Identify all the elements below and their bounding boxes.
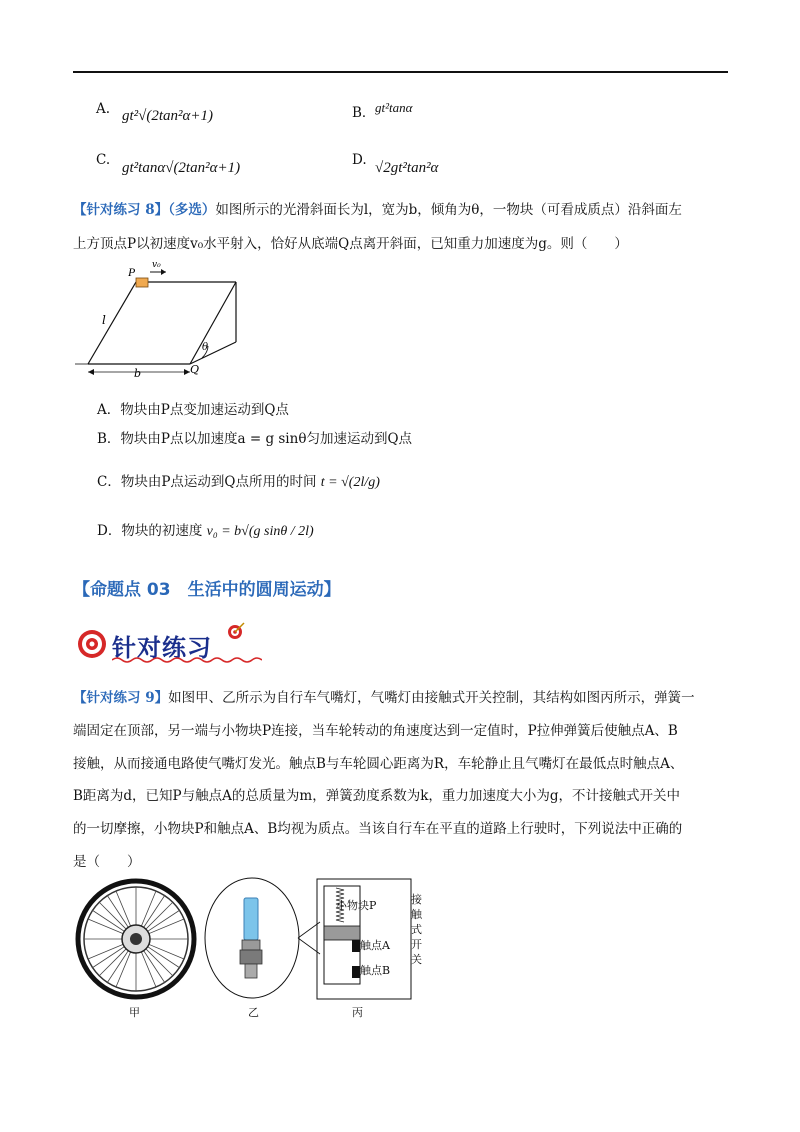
q8-line1 — [73, 203, 682, 217]
label-contact-switch: 接触式开关 — [411, 893, 422, 966]
q9-line2: 端固定在顶部，另一端与小物块P连接，当车轮转动的角速度达到一定值时，P拉伸弹簧后使触点A、B — [73, 723, 678, 739]
label-p: P — [128, 265, 136, 279]
option-d-label: D. — [352, 152, 367, 168]
q8-option-b: B．物块由P点以加速度a = g sinθ匀加速运动到Q点 — [97, 431, 413, 447]
q8-option-d — [97, 524, 314, 539]
section-heading: 【命题点 03 生活中的圆周运动】 — [73, 580, 341, 600]
q8-type: （多选） — [168, 202, 216, 218]
valve-light-figure — [202, 876, 322, 1000]
label-b: b — [134, 367, 142, 378]
q9-stem-1: 如图甲、乙所示为自行车气嘴灯，气嘴灯由接触式开关控制，其结构如图丙所示，弹簧一 — [168, 690, 695, 706]
incline-figure — [70, 256, 245, 378]
dart-icon — [226, 621, 246, 641]
option-b-formula: gt²tanα — [375, 100, 413, 115]
header-rule — [73, 71, 728, 73]
q8-stem-1: 如图所示的光滑斜面长为l，宽为b，倾角为θ，一物块（可看成质点）沿斜面左 — [215, 202, 682, 218]
option-a-label: A. — [96, 101, 111, 117]
q9-tag: 【针对练习 9】 — [73, 690, 169, 706]
q8-option-a: A．物块由P点变加速运动到Q点 — [97, 402, 289, 418]
caption-yi: 乙 — [248, 1006, 259, 1019]
label-contact-b: 触点B — [360, 964, 391, 977]
q8-option-c-text: C．物块由P点运动到Q点所用的时间 — [97, 474, 317, 490]
practice-badge — [76, 625, 251, 663]
bicycle-wheel-figure — [75, 878, 197, 1000]
option-b-label: B． — [352, 105, 376, 121]
label-l: l — [102, 313, 106, 327]
block — [136, 278, 148, 287]
q9-line4: B距离为d，已知P与触点A的总质量为m，弹簧劲度系数为k，重力加速度大小为g，不计接触式开关中 — [73, 788, 681, 804]
q9-line5: 的一切摩擦，小物块P和触点A、B均视为质点。当该自行车在平直的道路上行驶时，下列说法中正确的 — [73, 821, 683, 837]
q8-option-d-text: D．物块的初速度 — [97, 523, 203, 539]
option-c-formula: gt²tanα√(2tan²α+1) — [122, 160, 241, 176]
q9-line1 — [73, 691, 695, 705]
caption-jia: 甲 — [129, 1006, 140, 1019]
q8-option-d-formula: v₀ = b√(g sinθ / 2l) — [206, 524, 314, 539]
q9-line3: 接触，从而接通电路使气嘴灯发光。触点B与车轮圆心距离为R，车轮静止且气嘴灯在最低点时触点A、 — [73, 756, 684, 772]
q9-line6: 是（ ） — [73, 854, 141, 870]
target-icon — [76, 628, 108, 660]
label-v0: v₀ — [152, 260, 161, 270]
q8-option-c — [97, 475, 380, 490]
badge-text: 针对练习 — [112, 634, 212, 662]
badge-underline — [112, 656, 262, 664]
option-d-formula: √2gt²tan²α — [375, 160, 439, 176]
label-theta: θ — [202, 342, 209, 353]
label-small-block-p: 小物块P — [336, 899, 377, 912]
q8-option-c-formula: t = √(2l/g) — [320, 475, 380, 490]
q8-line2: 上方顶点P以初速度v₀水平射入，恰好从底端Q点离开斜面，已知重力加速度为g。则（ ） — [73, 236, 628, 252]
option-c-label: C. — [96, 152, 111, 168]
option-a-formula: gt²√(2tan²α+1) — [122, 108, 214, 124]
q8-tag: 【针对练习 8】 — [73, 202, 169, 218]
label-q: Q — [190, 363, 200, 376]
label-contact-a: 触点A — [360, 939, 390, 952]
caption-bing: 丙 — [352, 1006, 363, 1019]
